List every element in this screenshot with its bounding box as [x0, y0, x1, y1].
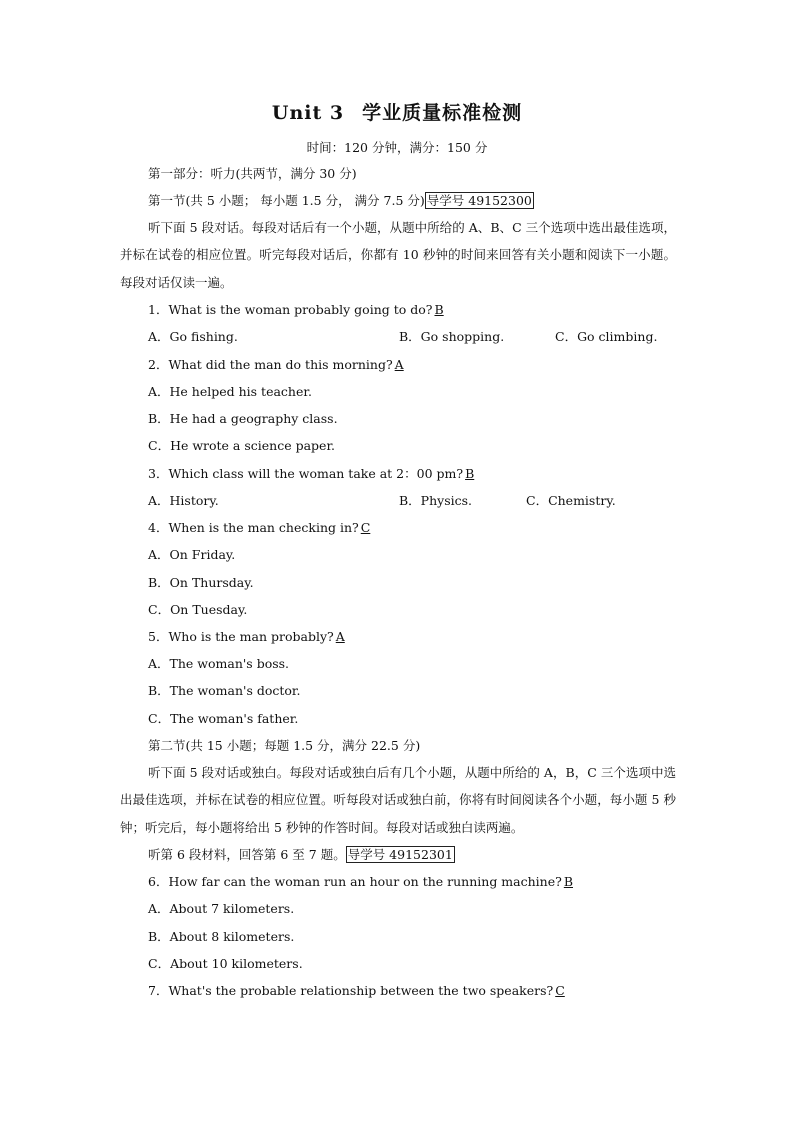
answer: C — [360, 520, 371, 535]
question-stem: 7．What's the probable relationship between the two speakers? — [148, 983, 554, 998]
q4-option-b: B．On Thursday. — [148, 575, 254, 590]
section2-heading: 第二节(共 15 小题；每题 1.5 分，满分 22.5 分) — [148, 738, 421, 753]
answer: B — [434, 302, 444, 317]
question-stem: 3．Which class will the woman take at 2：00 pm? — [148, 466, 464, 481]
material6-text: 听第 6 段材料，回答第 6 至 7 题。 — [148, 847, 346, 862]
q2-option-b: B．He had a geography class. — [148, 411, 338, 426]
q1-option-b: B．Go shopping. — [399, 329, 505, 344]
material6-code: 导学号 49152301 — [347, 847, 453, 862]
q2-option-a: A．He helped his teacher. — [148, 384, 312, 399]
q4-option-c: C．On Tuesday. — [148, 602, 248, 617]
section1-instructions: 听下面 5 段对话。每段对话后有一个小题，从题中所给的 A、B、C 三个选项中选出最佳选项，并标在试卷的相应位置。听完每段对话后，你都有 10 秒钟的时间来回答有关小题和阅读下一小题。每段对话仅读一遍。 — [120, 220, 676, 290]
part1-heading: 第一部分：听力(共两节，满分 30 分) — [148, 166, 357, 181]
answer: C — [555, 983, 565, 998]
q6-option-c: C．About 10 kilometers. — [148, 956, 303, 971]
question-6 — [148, 872, 579, 892]
q3-option-a: A．History. — [148, 493, 219, 508]
question-4 — [148, 518, 376, 538]
question-1 — [148, 300, 450, 320]
section2-instructions: 听下面 5 段对话或独白。每段对话或独白后有几个小题，从题中所给的 A，B，C 三个选项中选出最佳选项，并标在试卷的相应位置。听每段对话或独白前，你将有时间阅读各个小题，每小题 5 秒钟；听完后，每小题将给出 5 秒钟的作答时间。每段对话或独白读两遍。 — [120, 765, 676, 835]
question-stem: 4．When is the man checking in? — [148, 520, 359, 535]
section1-heading — [148, 191, 534, 211]
question-stem: 1．What is the woman probably going to do? — [148, 302, 433, 317]
question-stem: 2．What did the man do this morning? — [148, 357, 393, 372]
section1-heading-text: 第一节(共 5 小题； 每小题 1.5 分， 满分 7.5 分) — [148, 193, 425, 208]
section1-code: 导学号 49152300 — [426, 193, 532, 208]
q2-option-c: C．He wrote a science paper. — [148, 438, 336, 453]
q1-option-c: C．Go climbing. — [555, 329, 658, 344]
q3-option-c: C．Chemistry. — [526, 493, 616, 508]
exam-info: 时间：120 分钟，满分：150 分 — [306, 140, 488, 155]
q5-option-b: B．The woman's doctor. — [148, 683, 301, 698]
q6-option-a: A．About 7 kilometers. — [148, 901, 295, 916]
page-title — [0, 98, 794, 125]
title-subject: 学业质量标准检测 — [362, 102, 523, 124]
q1-option-a: A．Go fishing. — [148, 329, 238, 344]
q5-option-a: A．The woman's boss. — [148, 656, 290, 671]
material6-label — [148, 845, 455, 865]
question-stem: 5．Who is the man probably? — [148, 629, 334, 644]
question-7 — [148, 981, 571, 1001]
answer: B — [563, 874, 573, 889]
question-2 — [148, 355, 410, 375]
q5-option-c: C．The woman's father. — [148, 711, 299, 726]
question-3 — [148, 464, 480, 484]
q4-option-a: A．On Friday. — [148, 547, 236, 562]
answer: A — [335, 629, 345, 644]
answer: B — [465, 466, 475, 481]
title-unit: Unit 3 — [271, 102, 345, 124]
question-stem: 6．How far can the woman run an hour on the running machine? — [148, 874, 562, 889]
question-5 — [148, 627, 351, 647]
q6-option-b: B．About 8 kilometers. — [148, 929, 295, 944]
q3-option-b: B．Physics. — [399, 493, 473, 508]
answer: A — [394, 357, 404, 372]
